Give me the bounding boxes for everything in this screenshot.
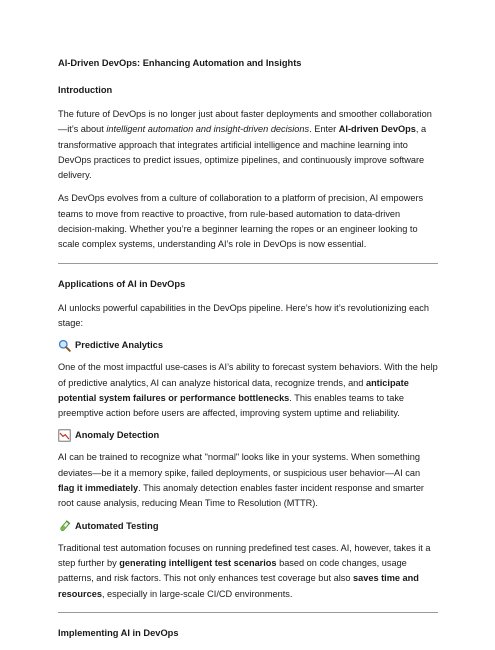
document-title: AI-Driven DevOps: Enhancing Automation and Insights <box>58 58 302 68</box>
subheading-anomaly-detection <box>58 429 438 442</box>
text-run: One of the most impactful use-cases is AI’s ability to forecast system behaviors. With the help of predictive analytics, AI can analyze historical data, recognize trends, and <box>58 362 438 388</box>
magnifying-glass-icon <box>58 339 71 352</box>
text-run: AI unlocks powerful capabilities in the DevOps pipeline. Here’s how it’s revolutionizing each stage: <box>58 302 429 328</box>
text-run: based on code changes, usage patterns, and risk factors. This not only enhances test coverage but also <box>58 557 407 584</box>
subheading-predictive-analytics <box>58 339 438 352</box>
text-run: AI can be trained to recognize what "normal" looks like in your systems. When something deviates—be it a memory spike, failed deployments, or suspicious user behavior—AI can <box>58 452 421 478</box>
bold-text-run: AI-driven DevOps <box>338 124 416 135</box>
test-tube-icon <box>58 520 71 533</box>
text-run: The future of DevOps is no longer just about faster deployments and smoother collaboration—it’s about <box>58 109 432 135</box>
text-run: . Enter <box>309 124 339 135</box>
italic-text-run: intelligent automation and insight-driven decisions <box>106 124 310 135</box>
text-run: As DevOps evolves from a culture of collaboration to a platform of precision, AI empowers teams to move from reactive to proactive, from rule-based automation to data-driven decision-making. Whether you’re a beginner learning the ropes or an engineer looking to scale complex systems, understanding AI’s role in DevOps is now essential. <box>58 193 424 250</box>
section-heading-implementing: Implementing AI in DevOps <box>58 627 179 638</box>
section-divider <box>58 612 438 613</box>
subheading-automated-testing <box>58 520 438 533</box>
section-heading-applications: Applications of AI in DevOps <box>58 278 186 289</box>
document-content <box>58 57 438 650</box>
intro-paragraph-2 <box>58 191 438 252</box>
intro-paragraph-1 <box>58 107 438 183</box>
text-run: , a transformative approach that integrates artificial intelligence and machine learning into DevOps practices to predict issues, optimize pipelines, and continuously improve software delivery. <box>58 124 427 181</box>
subheading-label: Anomaly Detection <box>75 430 160 441</box>
section-heading-introduction: Introduction <box>58 85 113 95</box>
chart-trend-icon <box>58 429 71 442</box>
automated-testing-paragraph <box>58 541 438 602</box>
anomaly-detection-paragraph <box>58 450 438 511</box>
text-run: , especially in large-scale CI/CD environments. <box>101 588 293 599</box>
bold-text-run: saves time and resources <box>58 573 419 599</box>
subheading-label: Automated Testing <box>75 520 159 531</box>
bold-text-run: anticipate potential system failures or performance bottlenecks <box>58 377 409 403</box>
subheading-label: Predictive Analytics <box>75 340 164 351</box>
section-divider <box>58 263 438 264</box>
bold-text-run: flag it immediately <box>58 483 139 494</box>
predictive-analytics-paragraph <box>58 360 438 421</box>
bold-text-run: generating intelligent test scenarios <box>119 557 277 568</box>
applications-lead-paragraph <box>58 301 438 332</box>
text-run: . This enables teams to take preemptive action before users are affected, improving system uptime and reliability. <box>58 392 405 419</box>
text-run: . This anomaly detection enables faster incident response and smarter root cause analysis, reducing Mean Time to Resolution (MTTR). <box>58 483 424 509</box>
text-run: Traditional test automation focuses on running predefined test cases. AI, however, takes it a step further by <box>58 542 431 568</box>
